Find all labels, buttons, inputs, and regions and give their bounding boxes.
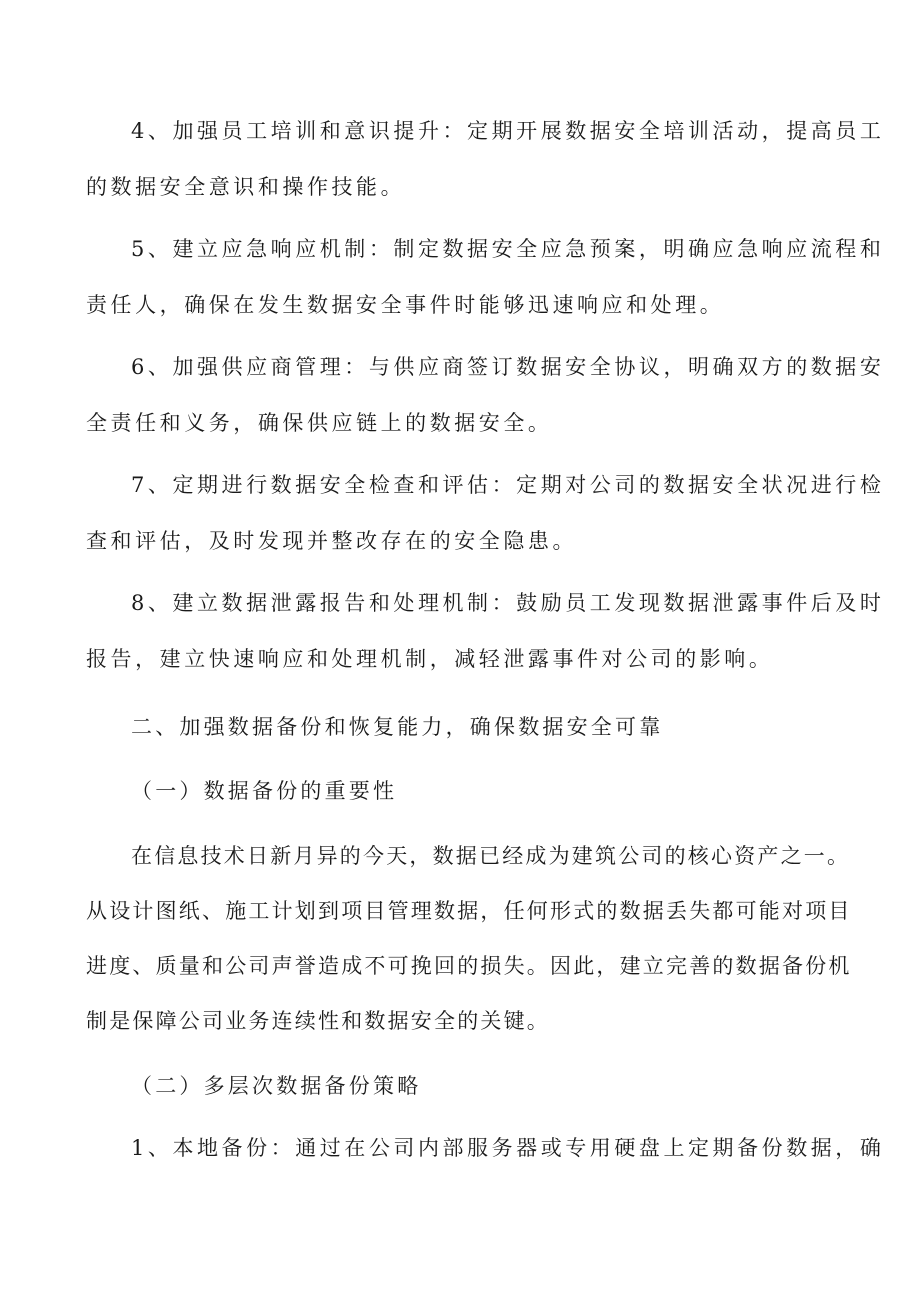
item-7-line-2: 查和评估，及时发现并整改存在的安全隐患。	[86, 529, 577, 553]
item-4-line-1: 4、加强员工培训和意识提升：定期开展数据安全培训活动，提高员工	[131, 119, 885, 143]
paragraph-line-1: 在信息技术日新月异的今天，数据已经成为建筑公司的核心资产之一。	[131, 844, 851, 868]
paragraph-line-3: 进度、质量和公司声誉造成不可挽回的损失。因此，建立完善的数据备份机	[86, 954, 852, 978]
paragraph-line-4: 制是保障公司业务连续性和数据安全的关键。	[86, 1009, 550, 1033]
item-1-line-1: 1、本地备份：通过在公司内部服务器或专用硬盘上定期备份数据，确	[131, 1136, 885, 1160]
item-8-line-1: 8、建立数据泄露报告和处理机制：鼓励员工发现数据泄露事件后及时	[131, 591, 885, 615]
section-heading: 二、加强数据备份和恢复能力，确保数据安全可靠	[131, 715, 664, 739]
item-7-line-1: 7、定期进行数据安全检查和评估：定期对公司的数据安全状况进行检	[131, 473, 885, 497]
item-5-line-2: 责任人，确保在发生数据安全事件时能够迅速响应和处理。	[86, 293, 725, 317]
item-8-line-2: 报告，建立快速响应和处理机制，减轻泄露事件对公司的影响。	[86, 647, 774, 671]
item-4-line-2: 的数据安全意识和操作技能。	[86, 175, 406, 199]
paragraph-line-2: 从设计图纸、施工计划到项目管理数据，任何形式的数据丢失都可能对项目	[86, 899, 852, 923]
subheading-backup-importance: （一）数据备份的重要性	[131, 779, 398, 803]
item-5-line-1: 5、建立应急响应机制：制定数据安全应急预案，明确应急响应流程和	[131, 237, 885, 261]
item-6-line-1: 6、加强供应商管理：与供应商签订数据安全协议，明确双方的数据安	[131, 355, 885, 379]
item-6-line-2: 全责任和义务，确保供应链上的数据安全。	[86, 411, 553, 435]
subheading-backup-strategy: （二）多层次数据备份策略	[131, 1074, 422, 1098]
